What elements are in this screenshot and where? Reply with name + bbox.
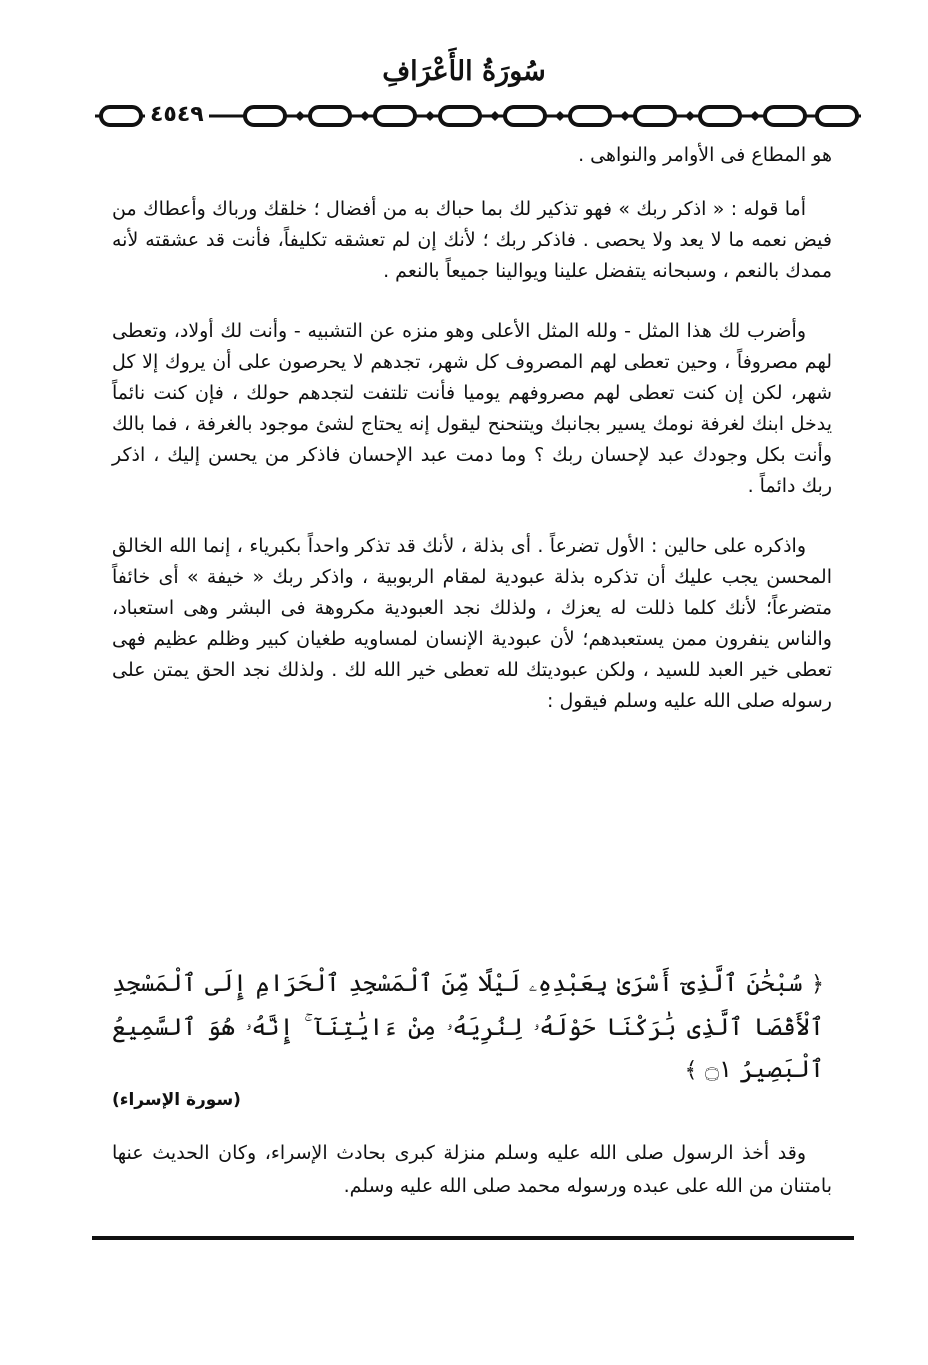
paragraph-2: أما قوله : « اذكر ربك » فهو تذكير لك بما حباك به من أفضال ؛ خلقك ورباك وأعطاك من فيض نعمه ما لا يعد ولا يحصى . فاذكر ربك ؛ لأنك إن لم تعشقه تكليفاً، فأنت قد عشقته لأنه ممدك بالنعم ، وسبحانه يتفضل علينا ويوالينا جميعاً بالنعم . (112, 198, 832, 282)
footer-rule (92, 1236, 854, 1240)
page-number: ٤٥٤٩ (145, 100, 209, 130)
paragraph-3: وأضرب لك هذا المثل - ولله المثل الأعلى وهو منزه عن التشبيه - وأنت لك أولاد، وتعطى لهم مصروفاً ، وحين تعطى لهم المصروف كل شهر، تجدهم لا يحرصون على أن يروك إلا كل شهر، لكن إن كنت تعطى لهم مصروفهم يوميا فأنت تلتفت لتجدهم حولك ، فإن كنت نائماً يدخل ابنك لغرفة نومك يسير بجانبك ويتنحنح ليقول إنه يحتاج لشئ موجود بالغرفة ، فما بالك وأنت بكل وجودك عبد لإحسان ربك ؟ وما دمت عبد الإحسان فاذكر من يحسن إليك ، اذكر ربك دائماً . (112, 320, 832, 497)
verse-source: (سورة الإسراء) (112, 1090, 241, 1110)
verse-close-bracket: ﴾ (684, 1058, 698, 1083)
closing-text (112, 1137, 832, 1203)
paragraph-1: هو المطاع فى الأوامر والنواهى . (578, 144, 832, 166)
header-ornament-band (95, 101, 861, 131)
verse-text: سُبْحَٰنَ ٱلَّذِىٓ أَسْرَىٰ بِعَبْدِهِۦ لَيْلًا مِّنَ ٱلْمَسْجِدِ ٱلْحَرَامِ إِلَى ٱلْمَسْجِدِ ٱلْأَقْصَا ٱلَّذِى بَٰرَكْنَا حَوْلَهُۥ لِنُرِيَهُۥ مِنْ ءَايَٰتِنَآ ۚ إِنَّهُۥ هُوَ ٱلسَّمِيعُ ٱلْبَصِيرُ (112, 969, 824, 1083)
chain-ornament-icon (95, 101, 861, 131)
quran-verse (112, 962, 824, 1092)
body-text (112, 140, 832, 746)
verse-open-bracket: ﴿ (811, 972, 824, 997)
surah-title: سُورَةُ الأَعْرَافِ (382, 56, 546, 87)
closing-paragraph: وقد أخذ الرسول صلى الله عليه وسلم منزلة كبرى بحادث الإسراء، وكان الحديث عنها بامتنان من الله على عبده ورسوله محمد صلى الله عليه وسلم. (112, 1142, 832, 1197)
ayah-number: ۝١ (705, 1055, 732, 1083)
paragraph-4: واذكره على حالين : الأول تضرعاً . أى بذلة ، لأنك قد تذكر واحداً بكبرياء ، إنما الله الخالق المحسن يجب عليك أن تذكره بذلة عبودية لمقام الربوبية ، واذكر ربك « خيفة » أى خائفاً متضرعاً؛ لأنك كلما ذللت له يعزك ، ولذلك نجد العبودية مكروهة فى البشر وهى استعباد، والناس ينفرون ممن يستعبدهم؛ لأن عبودية الإنسان لمساويه طغيان كبير وظلم عظيم فهى تعطى خير العبد للسيد ، ولكن عبوديتك لله تعطى خير الله لك . ولذلك نجد الحق يمتن على رسوله صلى الله عليه وسلم فيقول : (112, 535, 832, 712)
